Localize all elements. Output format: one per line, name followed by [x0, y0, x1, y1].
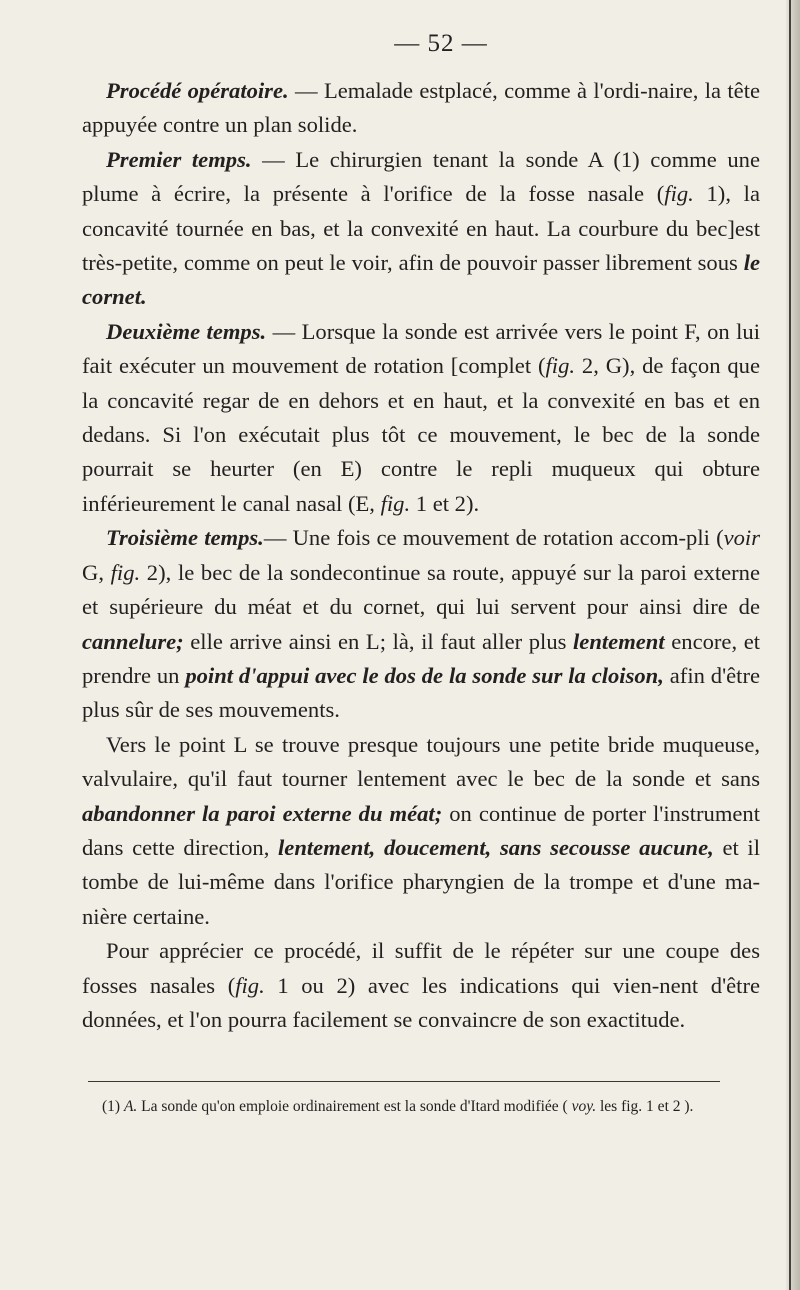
text-run: lentement	[573, 628, 665, 654]
footnote-separator	[88, 1081, 720, 1082]
paragraph-troisieme-temps	[82, 521, 760, 727]
text-run: Procédé opératoire.	[106, 78, 289, 103]
text-run: 2, G), de façon que la concavité regar de en dehors et en haut, et la convexité en bas et en dedans. Si l'on exécutait plus tôt ce mouvement, le bec de la sonde pourrait se heurter (en E) contre le repli muqueux qui obture inférieurement le canal nasal (E,	[82, 353, 760, 516]
text-run: lentement, doucement, sans secousse aucune,	[278, 834, 714, 860]
text-run: — Lorsque la sonde est arrivée vers le point F, on lui fait exécuter un mouvement de rotation [complet (	[82, 318, 760, 379]
text-run: 1 et 2).	[410, 490, 480, 516]
text-run: — Une fois ce mouvement de rotation accom-pli (	[263, 525, 724, 551]
text-run: le cornet.	[82, 250, 760, 310]
text-run: — Le chirurgien tenant la sonde A (1) comme une plume à écrire, la présente à l'orifice de la fosse nasale (	[82, 146, 761, 207]
text-run: encore, et prendre un	[82, 628, 761, 688]
page-edge-line	[789, 0, 791, 1290]
text-run: elle arrive ainsi en L; là, il faut aller plus	[183, 628, 574, 654]
text-run: 2), le bec de la sondecontinue sa route, appuyé sur la paroi externe et supérieure du méat et du cornet, qui lui servent pour ainsi dire de	[82, 559, 760, 620]
text-run: fig.	[110, 559, 141, 585]
text-run: voy.	[571, 1098, 597, 1116]
text-run: fig.	[380, 490, 411, 516]
text-run: — Lemalade estplacé, comme à l'ordi-naire, la tête appuyée contre un plan solide.	[82, 78, 761, 138]
paragraph-premier-temps	[82, 143, 760, 315]
text-run: les fig. 1 et 2 ).	[596, 1098, 694, 1116]
paragraph-deuxieme-temps	[82, 315, 760, 521]
text-run: Vers le point L se trouve presque toujours une petite bride muqueuse, valvulaire, qu'il faut tourner lentement avec le bec de la sonde et sans	[82, 731, 760, 792]
text-run: 1), la concavité tournée en bas, et la convexité en haut. La courbure du bec]est très-petite, comme on peut le voir, afin de pouvoir passer librement sous	[82, 181, 760, 276]
text-run: Premier temps.	[106, 146, 252, 172]
text-run: Deuxième temps.	[106, 318, 267, 344]
text-run: fig.	[235, 972, 265, 998]
text-run: fig.	[545, 353, 576, 379]
paragraph-bride-muqueuse	[82, 728, 760, 934]
text-run: La sonde qu'on emploie ordinairement est la sonde d'Itard modifiée (	[137, 1098, 572, 1116]
text-run: afin d'être plus sûr de ses mouvements.	[82, 662, 760, 723]
document-page	[82, 30, 760, 1120]
text-run: cannelure;	[82, 628, 184, 654]
text-run: point d'appui avec le dos de la sonde sur la cloison,	[185, 662, 664, 688]
body-text	[82, 74, 760, 1037]
page-number: — 52 —	[394, 30, 488, 57]
text-run: 1 ou 2) avec les indications qui vien-nent d'être données, et l'on pourra facilement se convaincre de son exactitude.	[82, 972, 761, 1032]
text-run: et il tombe de lui-même dans l'orifice pharyngien de la trompe et d'une ma-nière certaine.	[82, 834, 760, 929]
text-run: on continue de porter l'instrument dans cette direction,	[82, 800, 760, 860]
paragraph-apprecier	[82, 934, 760, 1037]
text-run: (1)	[102, 1098, 124, 1116]
text-run: Troisième temps.	[106, 525, 264, 551]
text-run: Pour apprécier ce procédé, il suffit de le répéter sur une coupe des fosses nasales (	[82, 938, 760, 998]
footnote	[82, 1094, 760, 1120]
text-run: abandonner la paroi externe du méat;	[82, 800, 443, 826]
text-run: G,	[82, 559, 111, 585]
text-run: A.	[123, 1098, 138, 1116]
text-run: fig.	[664, 181, 694, 207]
text-run: voir	[723, 525, 761, 551]
paragraph-procede-operatoire	[82, 74, 760, 143]
